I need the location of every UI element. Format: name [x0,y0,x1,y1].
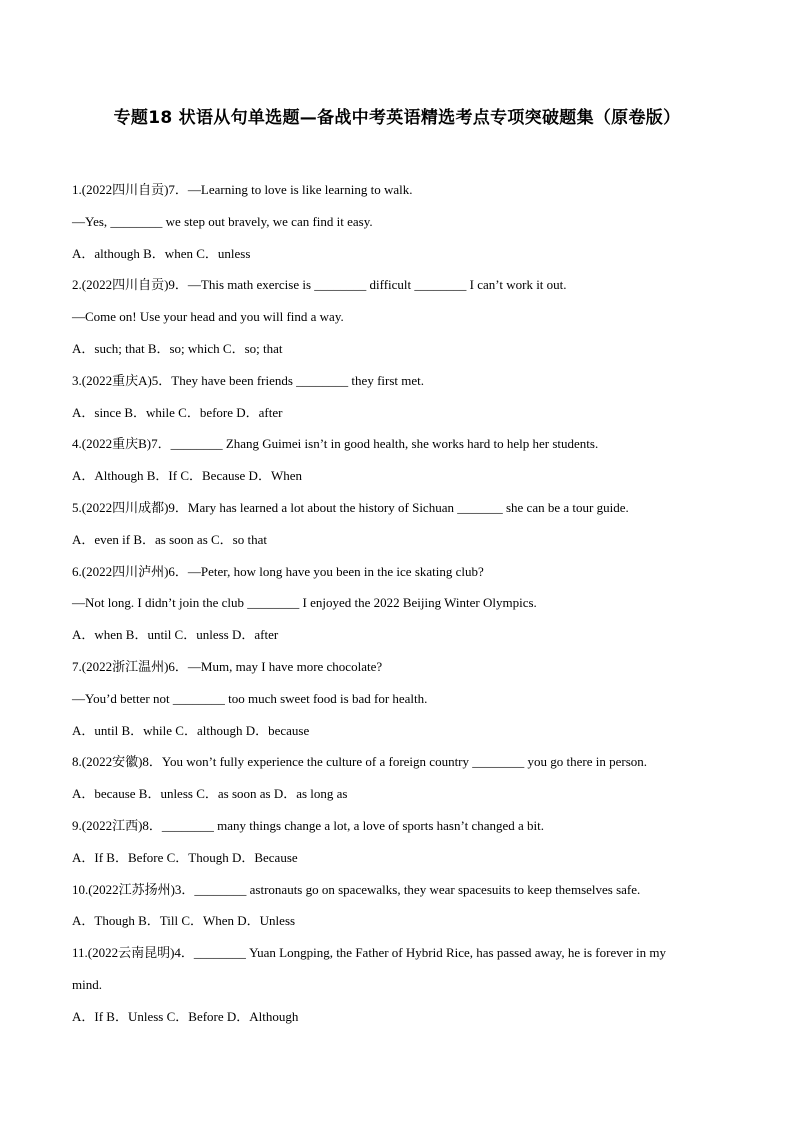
question-6-prompt: 6.(2022四川泸州)6．—Peter, how long have you been in the ice skating club? [72,563,484,579]
page-title: 专题18 状语从句单选题—备战中考英语精选考点专项突破题集（原卷版） [113,108,681,128]
question-2-response: —Come on! Use your head and you will find a way. [72,309,344,325]
question-9-prompt: 9.(2022江西)8．________ many things change a lot, a love of sports hasn’t changed a bit. [72,817,545,833]
question-8-prompt: 8.(2022安徽)8．You won’t fully experience the culture of a foreign country ________ you go there in person. [72,754,648,770]
question-9-options: A．If B．Before C．Though D．Because [72,849,298,865]
question-11-options: A．If B．Unless C．Before D．Although [72,1008,299,1024]
question-5-options: A．even if B．as soon as C．so that [72,531,267,547]
question-8-options: A．because B．unless C．as soon as D．as long as [72,786,348,802]
question-5-prompt: 5.(2022四川成都)9．Mary has learned a lot about the history of Sichuan _______ she can be a tour guide. [72,499,629,515]
question-6-response: —Not long. I didn’t join the club ________ I enjoyed the 2022 Beijing Winter Olympics. [72,595,537,611]
question-10-options: A．Though B．Till C．When D．Unless [72,913,296,929]
question-1-prompt: 1.(2022四川自贡)7．—Learning to love is like learning to walk. [72,182,413,197]
question-11-prompt-continued: mind. [72,976,102,992]
question-1-response: —Yes, ________ we step out bravely, we can find it easy. [72,213,373,229]
question-2-options: A．such; that B．so; which C．so; that [72,340,283,356]
question-7-prompt: 7.(2022浙江温州)6．—Mum, may I have more chocolate? [72,658,383,674]
question-10-prompt: 10.(2022江苏扬州)3．________ astronauts go on spacewalks, they wear spacesuits to keep themselves safe. [72,881,641,897]
question-1-options: A．although B．when C．unless [72,245,251,261]
question-4-options: A．Although B．If C．Because D．When [72,468,302,484]
question-7-options: A．until B．while C．although D．because [72,722,310,738]
question-7-response: —You’d better not ________ too much sweet food is bad for health. [72,690,428,706]
question-11-prompt: 11.(2022云南昆明)4．________ Yuan Longping, the Father of Hybrid Rice, has passed away, he is forever in my [72,945,667,961]
question-6-options: A．when B．until C．unless D．after [72,627,279,643]
question-list [72,174,732,1033]
question-3-options: A．since B．while C．before D．after [72,404,283,420]
question-4-prompt: 4.(2022重庆B)7．________ Zhang Guimei isn’t in good health, she works hard to help her students. [72,436,599,452]
question-3-prompt: 3.(2022重庆A)5．They have been friends ________ they first met. [72,372,425,388]
question-2-prompt: 2.(2022四川自贡)9．—This math exercise is ________ difficult ________ I can’t work it out. [72,277,567,293]
